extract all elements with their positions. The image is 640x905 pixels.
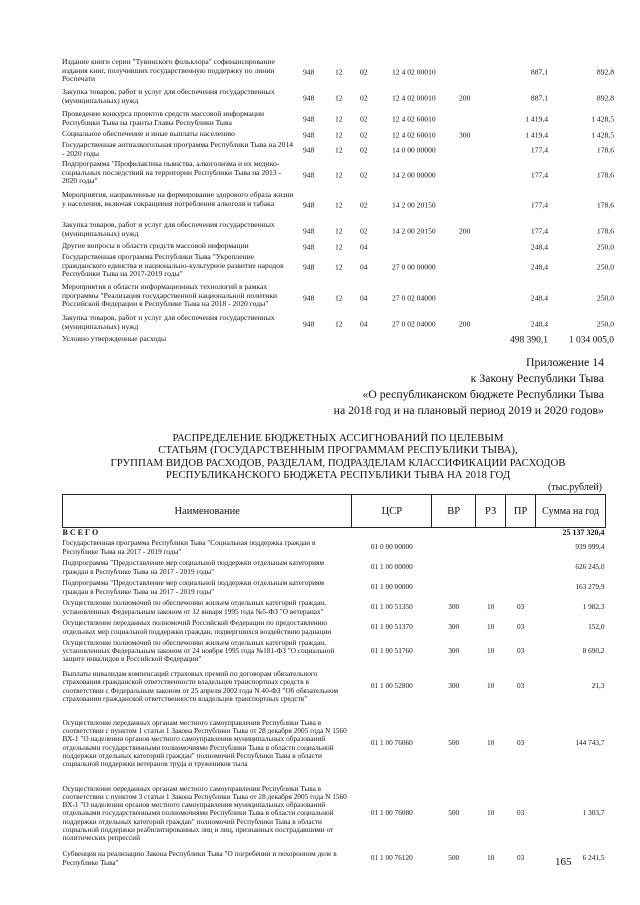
row-name: Осуществление переданных органам местного самоуправления Республики Тыва в соответствии с пунктом 3 статьи 1 Закона Республики Тыва от 28 декабря 2005 года N 1560 ВХ-1 "О наделении органов местного самоуправления муниципальных образований отдельными государственными полномочиями Республики Тыва в области социальной поддержки отдельных категорий граждан" полномочий Республики Тыва в области социальной поддержки реабилитированных лиц и лиц, признанных пострадавшими от политических репрессий xyxy=(62,783,347,842)
row-name: Подпрограмма "Предоставление мер социальной поддержки отдельным категориям граждан в Республике Тыва на 2017 - 2019 годы" xyxy=(62,558,324,576)
row-name: Мероприятия в области информационных технологий в рамках программы "Реализация государственной национальной политики Российской Федерации в Республике Тыва на 2018 - 2020 годы" xyxy=(62,282,278,309)
table-row xyxy=(62,160,614,191)
table-row xyxy=(63,709,606,779)
row-vr xyxy=(432,578,476,598)
total-name: Условно утвержденные расходы xyxy=(62,334,167,343)
row-vr: 200 xyxy=(459,226,471,236)
row-pr: 03 xyxy=(516,602,525,612)
header-vr: ВР xyxy=(432,495,476,528)
row-sum-2019: 892,8 xyxy=(596,67,614,77)
table-row xyxy=(63,538,606,558)
row-rz: 12 xyxy=(335,200,343,210)
row-csr: 12 4 02 60010 xyxy=(392,130,436,140)
row-gr: 948 xyxy=(303,200,315,210)
row-pr: 02 xyxy=(360,226,368,236)
row-sum-2019: 250,0 xyxy=(596,242,614,252)
row-sum-2018: 887,1 xyxy=(530,93,548,103)
row-name: Субвенция на реализацию Закона Республики Тыва "О погребении и похоронном деле в Республике Тыва" xyxy=(62,849,337,867)
row-sum-2019: 1 428,5 xyxy=(591,114,614,124)
row-csr: 12 4 02 00010 xyxy=(392,67,436,77)
row-gr: 948 xyxy=(303,145,315,155)
row-rz: 12 xyxy=(335,262,343,272)
row-csr: 12 4 02 60010 xyxy=(392,114,436,124)
row-sum-2018: 177,4 xyxy=(530,145,548,155)
row-gr: 948 xyxy=(303,293,315,303)
table-row xyxy=(63,618,606,638)
row-sum: 163 279,9 xyxy=(575,582,605,592)
table-row xyxy=(62,110,614,130)
row-pr: 02 xyxy=(360,200,368,210)
row-sum-2018: 1 419,4 xyxy=(525,130,548,140)
row-pr: 02 xyxy=(360,114,368,124)
row-sum-2019: 250,0 xyxy=(596,262,614,272)
row-name: Государственная программа Республики Тыва "Укрепление гражданского единства и национально-культурное развитие народов Республики Тыва на 2017-2019 годы" xyxy=(62,252,284,279)
row-rz: 12 xyxy=(335,145,343,155)
table-row xyxy=(62,58,614,88)
row-vr: 500 xyxy=(448,808,460,818)
row-vr: 200 xyxy=(459,93,471,103)
heading-line-4: РЕСПУБЛИКАНСКОГО БЮДЖЕТА РЕСПУБЛИКИ ТЫВА НА 2018 ГОД xyxy=(165,469,511,482)
row-rz: 10 xyxy=(487,681,495,691)
table-total-row xyxy=(62,335,614,347)
row-sum: 1 303,7 xyxy=(582,808,605,818)
row-name: Социальное обеспечение и иные выплаты населению xyxy=(62,129,235,138)
row-name: Проведение конкурса проектов средств массовой информации Республики Тыва на гранты Главы Республики Тыва xyxy=(62,109,265,127)
row-pr: 04 xyxy=(360,293,368,303)
heading-line-3: ГРУППАМ ВИДОВ РАСХОДОВ, РАЗДЕЛАМ, ПОДРАЗДЕЛАМ КЛАССИФИКАЦИИ РАСХОДОВ xyxy=(110,456,566,469)
row-rz xyxy=(476,578,506,598)
row-pr: 02 xyxy=(360,145,368,155)
row-gr: 948 xyxy=(303,170,315,180)
row-gr: 948 xyxy=(303,114,315,124)
row-name: Осуществление переданных органам местного самоуправления Республики Тыва в соответствии с пунктом 1 статьи 1 Закона Республики Тыва от 28 декабря 2005 года N 1560 ВХ-1 "О наделении органов местного самоуправления муниципальных образований отдельными государственными полномочиями Республики Тыва в области социальной поддержки отдельных категорий граждан" полномочий Республики Тыва в области социальной поддержки ветеранов труда и тружеников тыла xyxy=(62,717,347,768)
row-rz: 10 xyxy=(487,808,495,818)
document-heading xyxy=(62,432,614,482)
row-rz: 10 xyxy=(487,602,495,612)
total-sum-2018: 498 390,1 xyxy=(510,335,548,346)
table-row xyxy=(63,558,606,578)
row-sum-2018: 248,4 xyxy=(530,293,548,303)
row-sum-2019: 178,6 xyxy=(596,226,614,236)
row-gr: 948 xyxy=(303,319,315,329)
row-name: Закупка товаров, работ и услуг для обеспечения государственных (муниципальных) нужд xyxy=(62,87,275,105)
row-sum-2018: 248,4 xyxy=(530,319,548,329)
row-csr: 27 0 02 04000 xyxy=(392,293,436,303)
row-name: Государственная антиалкогольная программа Республики Тыва на 2014 - 2020 годы xyxy=(62,140,294,158)
row-sum-2018: 177,4 xyxy=(530,200,548,210)
row-vr: 300 xyxy=(459,130,471,140)
table-row xyxy=(63,849,606,869)
row-name: Закупка товаров, работ и услуг для обеспечения государственных (муниципальных) нужд xyxy=(62,313,275,331)
row-vr xyxy=(432,538,476,558)
row-sum-2019: 178,6 xyxy=(596,200,614,210)
table-row xyxy=(63,528,606,538)
row-vr: 300 xyxy=(448,681,460,691)
row-csr: 01 1 00 76060 xyxy=(370,738,413,748)
row-pr: 04 xyxy=(360,262,368,272)
row-csr xyxy=(352,528,432,538)
row-vr xyxy=(432,558,476,578)
row-pr: 04 xyxy=(360,319,368,329)
row-pr: 02 xyxy=(360,130,368,140)
row-sum-2018: 177,4 xyxy=(530,226,548,236)
row-sum-2019: 250,0 xyxy=(596,293,614,303)
header-rz: РЗ xyxy=(476,495,506,528)
row-sum: 152,0 xyxy=(588,622,605,632)
row-vr: 200 xyxy=(459,319,471,329)
row-csr: 01 0 00 00000 xyxy=(370,542,413,552)
row-gr: 948 xyxy=(303,226,315,236)
row-pr: 02 xyxy=(360,67,368,77)
row-rz xyxy=(476,528,506,538)
row-pr xyxy=(506,528,536,538)
row-sum-2018: 248,4 xyxy=(530,242,548,252)
row-name: Осуществление полномочий по обеспечению жильем отдельных категорий граждан, установленных Федеральным законом от 12 января 1995 года №5-ФЗ "О ветеранах" xyxy=(62,598,326,616)
table-row xyxy=(62,221,614,242)
row-csr: 27 0 02 04000 xyxy=(392,319,436,329)
row-sum: 6 241,5 xyxy=(582,853,605,863)
table-header-row xyxy=(63,495,606,528)
row-pr: 02 xyxy=(360,93,368,103)
heading-line-2: СТАТЬЯМ (ГОСУДАРСТВЕННЫМ ПРОГРАММАМ РЕСПУБЛИКИ ТЫВА), xyxy=(158,444,518,457)
row-name: Закупка товаров, работ и услуг для обеспечения государственных (муниципальных) нужд xyxy=(62,220,275,238)
row-pr: 03 xyxy=(516,681,525,691)
row-vr: 500 xyxy=(448,853,460,863)
table-row xyxy=(62,283,614,314)
row-vr: 500 xyxy=(448,738,460,748)
table-row xyxy=(63,578,606,598)
row-rz: 12 xyxy=(335,130,343,140)
appendix-line-4: на 2018 год и на плановый период 2019 и 2020 годов» xyxy=(333,403,604,417)
row-vr xyxy=(432,528,476,538)
table-row xyxy=(63,598,606,618)
row-name: Другие вопросы в области средств массовой информации xyxy=(62,241,249,250)
row-sum-2019: 178,6 xyxy=(596,170,614,180)
row-name: В С Е Г О xyxy=(62,527,99,537)
table-row xyxy=(62,253,614,283)
row-gr: 948 xyxy=(303,67,315,77)
row-sum-2018: 1 419,4 xyxy=(525,114,548,124)
row-pr: 03 xyxy=(516,853,525,863)
row-sum-2018: 177,4 xyxy=(530,170,548,180)
header-name: Наименование xyxy=(63,495,352,528)
row-sum-2019: 892,8 xyxy=(596,93,614,103)
row-rz: 12 xyxy=(335,114,343,124)
row-rz: 12 xyxy=(335,226,343,236)
row-name: Подпрограмма "Профилактика пьянства, алкоголизма и их медико-социальных последствий на территории Республики Тыва на 2013 - 2020 годы" xyxy=(62,159,282,186)
row-pr xyxy=(506,558,536,578)
row-sum-2019: 1 428,5 xyxy=(591,130,614,140)
row-name: Мероприятия, направленные на формирование здорового образа жизни у населения, включая сокращения потребления алкоголя и табака xyxy=(62,190,294,208)
row-pr: 03 xyxy=(516,808,525,818)
row-rz: 12 xyxy=(335,293,343,303)
row-pr xyxy=(506,578,536,598)
row-sum: 8 690,2 xyxy=(582,645,605,655)
row-vr: 300 xyxy=(448,622,460,632)
row-csr: 01 1 00 52800 xyxy=(370,681,413,691)
row-sum: 144 743,7 xyxy=(575,738,605,748)
row-rz: 12 xyxy=(335,93,343,103)
row-rz: 12 xyxy=(335,242,343,252)
row-pr: 03 xyxy=(516,622,525,632)
table-row xyxy=(62,88,614,110)
row-csr: 12 4 02 00010 xyxy=(392,93,436,103)
row-name: Осуществление полномочий по обеспечению жильем отдельных категорий граждан, установленных Федеральным законом от 24 ноября 1995 года №181-ФЗ "О социальной защите инвалидов в Российской Федерации" xyxy=(62,637,335,664)
row-sum-2018: 248,4 xyxy=(530,262,548,272)
row-gr: 948 xyxy=(303,93,315,103)
row-csr: 14 2 00 20150 xyxy=(392,200,436,210)
table-row xyxy=(62,314,614,335)
row-csr: 01 1 00 51760 xyxy=(370,645,413,655)
table-row xyxy=(63,665,606,709)
row-rz: 10 xyxy=(487,645,495,655)
row-sum-2019: 250,0 xyxy=(596,319,614,329)
units-label: (тыс.рублей) xyxy=(547,482,602,493)
row-sum: 1 982,3 xyxy=(582,602,605,612)
row-gr: 948 xyxy=(303,242,315,252)
row-pr xyxy=(506,538,536,558)
row-csr: 14 0 00 00000 xyxy=(392,145,436,155)
row-pr: 03 xyxy=(516,645,525,655)
row-sum: 25 137 320,4 xyxy=(562,527,605,537)
row-rz: 10 xyxy=(487,622,495,632)
row-csr: 27 0 00 00000 xyxy=(392,262,436,272)
row-csr: 01 1 00 00000 xyxy=(370,562,413,572)
total-sum-2019: 1 034 005,0 xyxy=(568,335,614,346)
table-row xyxy=(63,638,606,665)
row-rz: 12 xyxy=(335,170,343,180)
row-rz xyxy=(476,538,506,558)
heading-line-1: РАСПРЕДЕЛЕНИЕ БЮДЖЕТНЫХ АССИГНОВАНИЙ ПО ЦЕЛЕВЫМ xyxy=(172,432,504,444)
row-pr: 03 xyxy=(516,738,525,748)
appendix-line-1: Приложение 14 xyxy=(525,355,604,369)
row-csr: 01 1 00 76080 xyxy=(370,808,413,818)
header-pr: ПР xyxy=(506,495,536,528)
row-rz: 12 xyxy=(335,319,343,329)
row-csr: 14 2 00 00000 xyxy=(392,170,436,180)
row-rz: 10 xyxy=(487,738,495,748)
row-rz xyxy=(476,558,506,578)
row-csr: 01 1 00 00000 xyxy=(370,582,413,592)
row-sum: 939 999,4 xyxy=(575,542,605,552)
row-sum-2019: 178,6 xyxy=(596,145,614,155)
row-vr: 300 xyxy=(448,602,460,612)
page-number: 165 xyxy=(555,856,572,868)
row-rz: 12 xyxy=(335,67,343,77)
row-sum-2018: 887,1 xyxy=(530,67,548,77)
table-row xyxy=(62,191,614,221)
row-pr: 02 xyxy=(360,170,368,180)
row-sum: 21,3 xyxy=(591,681,605,691)
budget-table xyxy=(62,494,606,869)
header-csr: ЦСР xyxy=(352,495,432,528)
row-name: Издание книги серии "Тувинского фольклора" софинансирование издания книг, получивших государственную поддержку по линии Роспечати xyxy=(62,57,275,84)
table-row xyxy=(63,779,606,849)
row-name: Подпрограмма "Предоставление мер социальной поддержки отдельным категориям граждан в Республике Тыва на 2017 - 2019 годы" xyxy=(62,578,324,596)
row-sum: 626 245,0 xyxy=(575,562,605,572)
appendix-line-2: к Закону Республики Тыва xyxy=(470,371,604,385)
row-csr: 01 1 00 76120 xyxy=(370,853,413,863)
row-csr: 01 1 00 51370 xyxy=(370,622,413,632)
appendix-line-3: «О республиканском бюджете Республики Тыва xyxy=(362,387,604,401)
row-name: Осуществление переданных полномочий Российской Федерации по предоставлению отдельных мер социальной поддержки граждан, подвергшихся воздействию радиации xyxy=(62,618,332,636)
row-csr: 14 2 00 20150 xyxy=(392,226,436,236)
row-rz: 10 xyxy=(487,853,495,863)
row-name: Государственная программа Республики Тыва "Социальная поддержка граждан в Республике Тыва на 2017 - 2019 годы" xyxy=(62,538,316,556)
continuation-table xyxy=(62,58,614,347)
header-sum: Сумма на год xyxy=(536,495,606,528)
table-row xyxy=(62,141,614,160)
row-pr: 04 xyxy=(360,242,368,252)
row-vr: 300 xyxy=(448,645,460,655)
row-gr: 948 xyxy=(303,262,315,272)
row-name: Выплаты инвалидам компенсаций страховых премий по договорам обязательного страхования гражданской ответственности владельцев транспортных средств в соответствии с Федеральным законом от 25 апреля 2002 года N 40-ФЗ "Об обязательном страховании гражданской ответственности владельцев транспортных средств" xyxy=(62,669,339,703)
row-gr: 948 xyxy=(303,130,315,140)
row-csr: 01 1 00 51350 xyxy=(370,602,413,612)
